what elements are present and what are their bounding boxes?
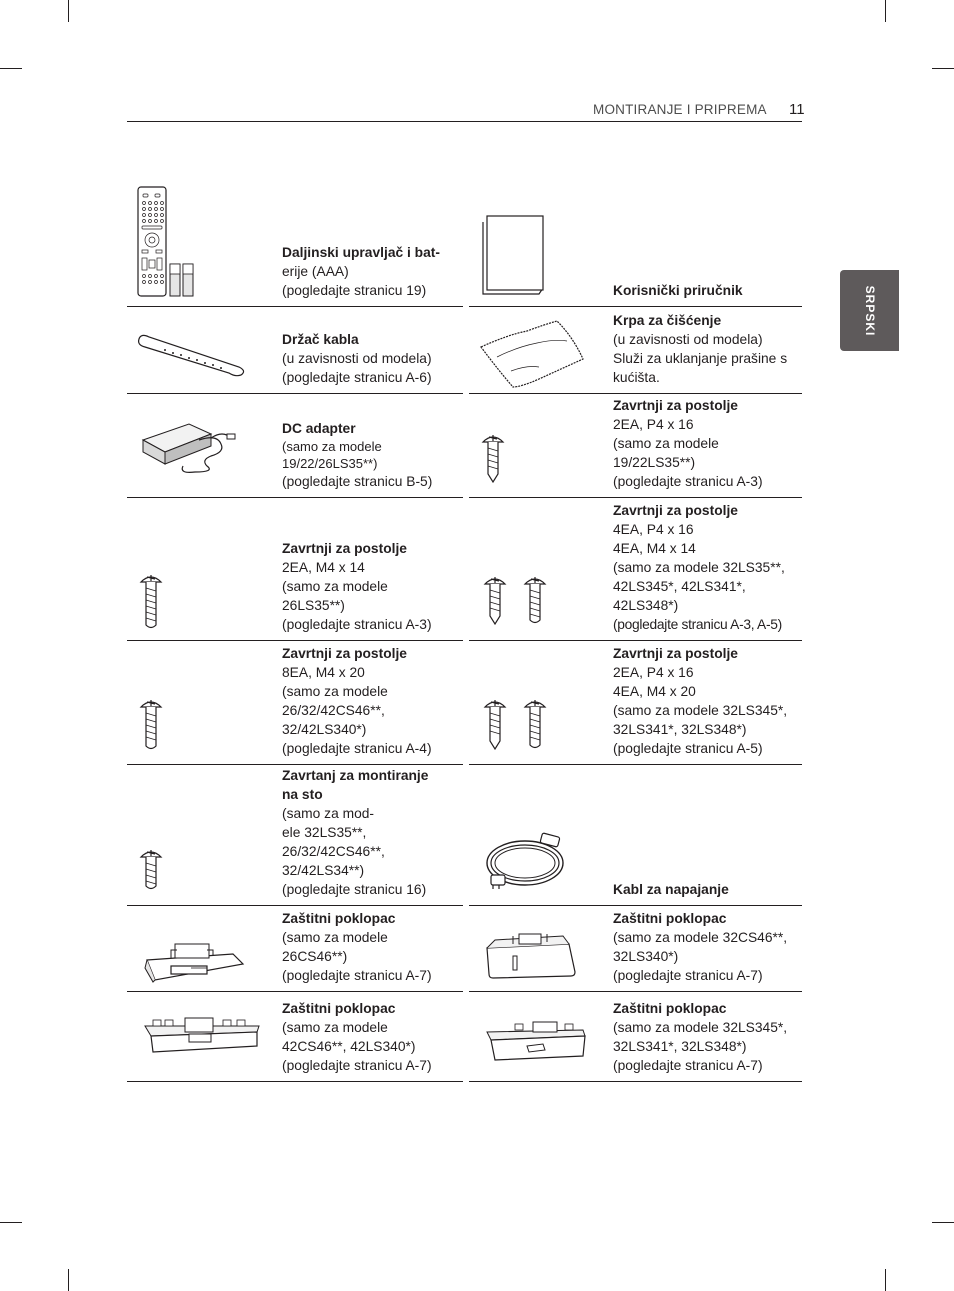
accessory-stand-screws-m4x20 (127, 641, 463, 765)
accessory-description: Zaštitni poklopac (samo za modele 32LS345*, 32LS341*, 32LS348*) (pogledajte stranicu A-7) (613, 999, 800, 1075)
accessory-description: Zaštitni poklopac (samo za modele 26CS46**) (pogledajte stranicu A-7) (282, 909, 461, 985)
screw-icon (481, 432, 505, 484)
accessory-description: Zavrtanj za montiranje na sto (samo za mod- ele 32LS35**, 26/32/42CS46**, 32/42LS34**) (pogledajte stranicu 16) (282, 766, 461, 899)
accessory-description: Zaštitni poklopac (samo za modele 32CS46**, 32LS340*) (pogledajte stranicu A-7) (613, 909, 800, 985)
accessory-title: Krpa za čišćenje (613, 313, 722, 328)
page-number: 11 (789, 101, 805, 118)
crop-mark (0, 1222, 22, 1223)
screws-pair-icon (483, 574, 563, 628)
accessory-description: Zaštitni poklopac (samo za modele 42CS46**, 42LS340*) (pogledajte stranicu A-7) (282, 999, 461, 1075)
cable-holder-icon (135, 329, 247, 379)
accessory-owners-manual (469, 182, 802, 307)
crop-mark (68, 0, 69, 22)
accessory-remote (127, 182, 463, 307)
power-cord-icon (483, 831, 573, 893)
header-divider (127, 121, 802, 122)
accessory-power-cord (469, 765, 802, 906)
accessory-title: Zaštitni poklopac (282, 911, 396, 926)
accessory-description: Zavrtnji za postolje 2EA, P4 x 16 4EA, M4 x 20 (samo za modele 32LS345*, 32LS341*, 32LS348*) (pogledajte stranicu A-5) (613, 644, 800, 758)
accessory-title: Kabl za napajanje (613, 882, 729, 897)
crop-mark (885, 0, 886, 22)
row-divider (469, 1081, 802, 1082)
protective-cover-icon (483, 930, 579, 980)
accessory-stand-screws-p4x16 (469, 394, 802, 498)
accessory-title: Zavrtnji za postolje (613, 398, 738, 413)
accessory-title: Zavrtnji za postolje (282, 541, 407, 556)
dc-adapter-icon (139, 408, 239, 480)
accessory-title: Zavrtnji za postolje (613, 646, 738, 661)
accessory-stand-screws-mixed-1 (469, 498, 802, 641)
accessory-title: Zaštitni poklopac (282, 1001, 396, 1016)
remote-control-batteries-icon (136, 186, 198, 298)
protective-cover-icon (143, 1012, 263, 1056)
accessory-stand-screws-mixed-2 (469, 641, 802, 765)
cleaning-cloth-icon (477, 317, 587, 389)
accessory-protective-cover-32cs (469, 906, 802, 992)
accessory-description (613, 281, 800, 300)
accessory-dc-adapter (127, 394, 463, 498)
crop-mark (0, 68, 22, 69)
crop-mark (885, 1269, 886, 1291)
accessory-desk-mount-screw (127, 765, 463, 906)
accessory-description: Zavrtnji za postolje 8EA, M4 x 20 (samo za modele 26/32/42CS46**, 32/42LS340*) (pogledajte stranicu A-4) (282, 644, 461, 758)
row-divider (127, 1081, 463, 1082)
accessory-title: Zaštitni poklopac (613, 911, 727, 926)
accessory-title: Zavrtanj za montiranje (282, 768, 429, 783)
accessory-description: DC adapter (samo za modele 19/22/26LS35**) (pogledajte stranicu B-5) (282, 419, 461, 491)
accessory-description: Daljinski upravljač i bat- erije (AAA) (pogledajte stranicu 19) (282, 243, 461, 300)
crop-mark (932, 1222, 954, 1223)
accessory-title: Zavrtnji za postolje (613, 503, 738, 518)
accessory-protective-cover-32ls (469, 992, 802, 1082)
accessory-protective-cover-42 (127, 992, 463, 1082)
protective-cover-icon (141, 938, 245, 984)
accessory-description: Krpa za čišćenje (u zavisnosti od modela) Služi za uklanjanje prašine s kućišta. (613, 311, 800, 387)
crop-mark (68, 1269, 69, 1291)
accessory-title: Zavrtnji za postolje (282, 646, 407, 661)
accessory-title: Zaštitni poklopac (613, 1001, 727, 1016)
owners-manual-icon (481, 214, 547, 296)
accessory-description (613, 880, 800, 899)
accessory-cable-holder (127, 307, 463, 394)
screw-icon (139, 847, 163, 893)
accessory-stand-screws-m4x14 (127, 498, 463, 641)
section-title: MONTIRANJE I PRIPREMA (593, 102, 767, 117)
accessory-title: DC adapter (282, 421, 356, 436)
protective-cover-icon (485, 1018, 589, 1064)
accessory-cleaning-cloth (469, 307, 802, 394)
accessory-title: Držač kabla (282, 332, 359, 347)
screw-icon (139, 572, 163, 632)
accessory-title: Korisnički priručnik (613, 283, 743, 298)
accessory-title: Daljinski upravljač i bat- (282, 245, 440, 260)
accessory-description: Zavrtnji za postolje 4EA, P4 x 16 4EA, M4 x 14 (samo za modele 32LS35**, 42LS345*, 42LS341*, 42LS348*) (pogledajte stranicu A-3, A-5) (613, 501, 800, 634)
accessory-description: Zavrtnji za postolje 2EA, P4 x 16 (samo za modele 19/22LS35**) (pogledajte stranicu A-3) (613, 396, 800, 491)
accessory-description: Držač kabla (u zavisnosti od modela) (pogledajte stranicu A-6) (282, 330, 461, 387)
crop-mark (932, 68, 954, 69)
screw-icon (139, 697, 163, 753)
screws-pair-icon (483, 697, 563, 753)
language-tab: SRPSKI (840, 270, 899, 351)
accessory-protective-cover-26 (127, 906, 463, 992)
accessory-description: Zavrtnji za postolje 2EA, M4 x 14 (samo za modele 26LS35**) (pogledajte stranicu A-3) (282, 539, 461, 634)
